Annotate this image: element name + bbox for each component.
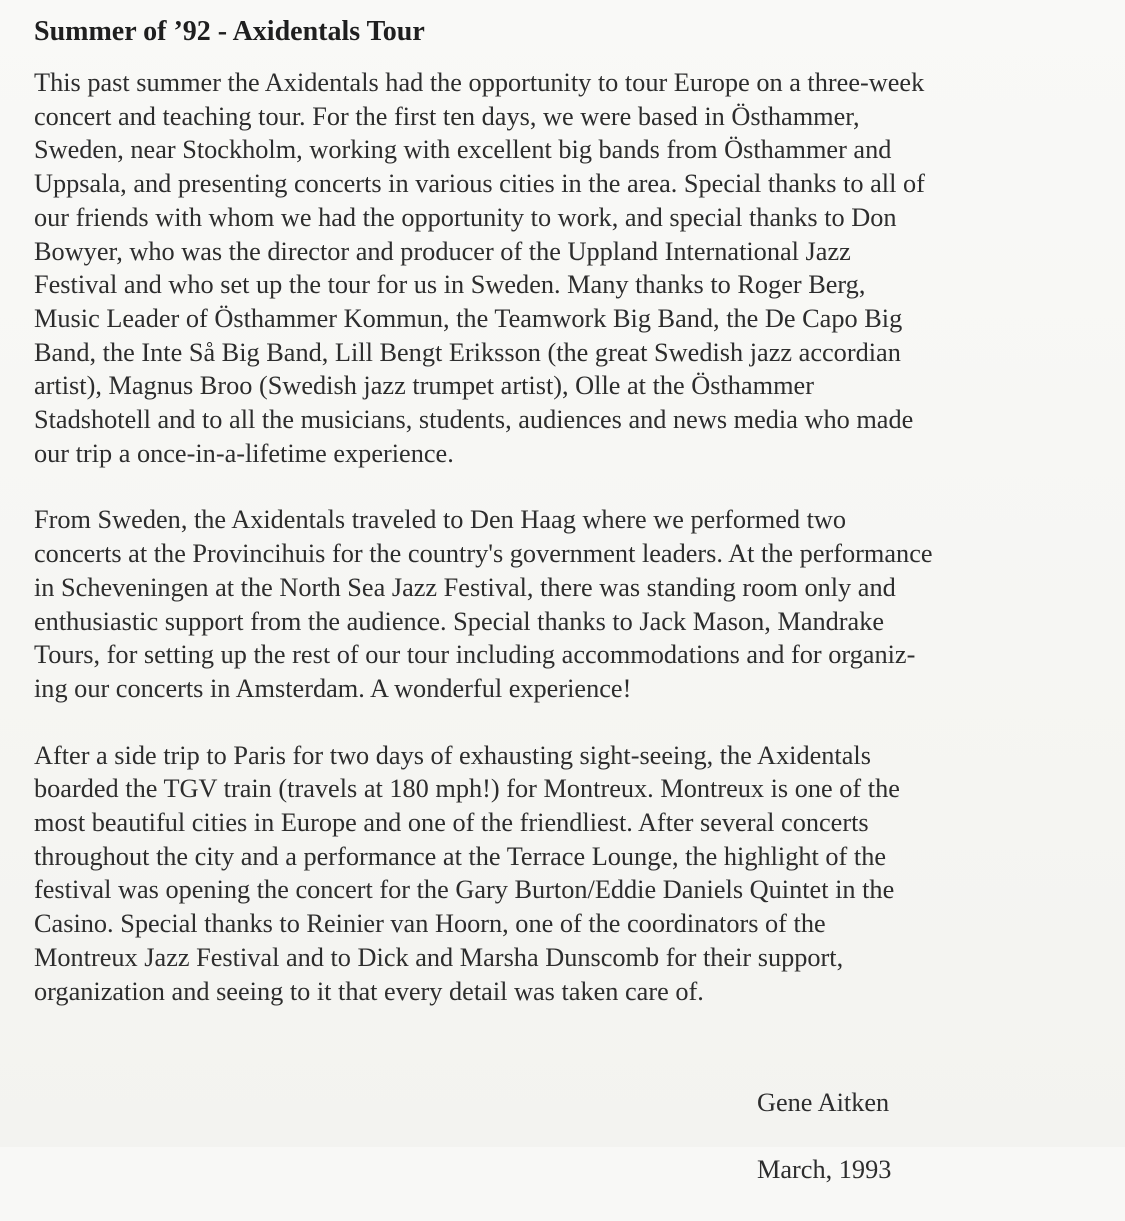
signature-block [757, 1052, 891, 1221]
page-title: Summer of ’92 - Axidentals Tour [34, 16, 425, 47]
paragraph-den-haag: From Sweden, the Axidentals traveled to Den Haag where we performed two concerts at the Provincihuis for the country's government leaders. At the performance in Scheveningen at the North Sea Jazz Festival, there was standing room only and enthusiastic support from the audience. Special thanks to Jack Mason, Mandrake Tours, for setting up the rest of our tour including accommodations and for organiz- ing our concerts in Amsterdam. A wonderful experience! [34, 505, 933, 703]
signature-date: March, 1993 [757, 1155, 892, 1185]
signature-name: Gene Aitken [757, 1087, 890, 1117]
paragraph-montreux: After a side trip to Paris for two days of exhausting sight-seeing, the Axidentals boarded the TGV train (travels at 180 mph!) for Montreux. Montreux is one of the most beautiful cities in Europe and one of the friendliest. After several concerts throughout the city and a performance at the Terrace Lounge, the highlight of the festival was opening the concert for the Gary Burton/Eddie Daniels Quintet in the Casino. Special thanks to Reinier van Hoorn, one of the coordinators of the Montreux Jazz Festival and to Dick and Marsha Dunscomb for their support, organization and seeing to it that every detail was taken care of. [34, 740, 900, 1006]
paragraph-sweden: This past summer the Axidentals had the opportunity to tour Europe on a three-week concert and teaching tour. For the first ten days, we were based in Östhammer, Sweden, near Stockholm, working with excellent big bands from Östhammer and Uppsala, and presenting concerts in various cities in the area. Special thanks to all of our friends with whom we had the opportunity to work, and special thanks to Don Bowyer, who was the director and producer of the Uppland International Jazz Festival and who set up the tour for us in Sweden. Many thanks to Roger Berg, Music Leader of Östhammer Kommun, the Teamwork Big Band, the De Capo Big Band, the Inte Så Big Band, Lill Bengt Eriksson (the great Swedish jazz accordian artist), Magnus Broo (Swedish jazz trumpet artist), Olle at the Östhammer Stadshotell and to all the musicians, students, audiences and news media who made our trip a once-in-a-lifetime experience. [34, 68, 925, 468]
